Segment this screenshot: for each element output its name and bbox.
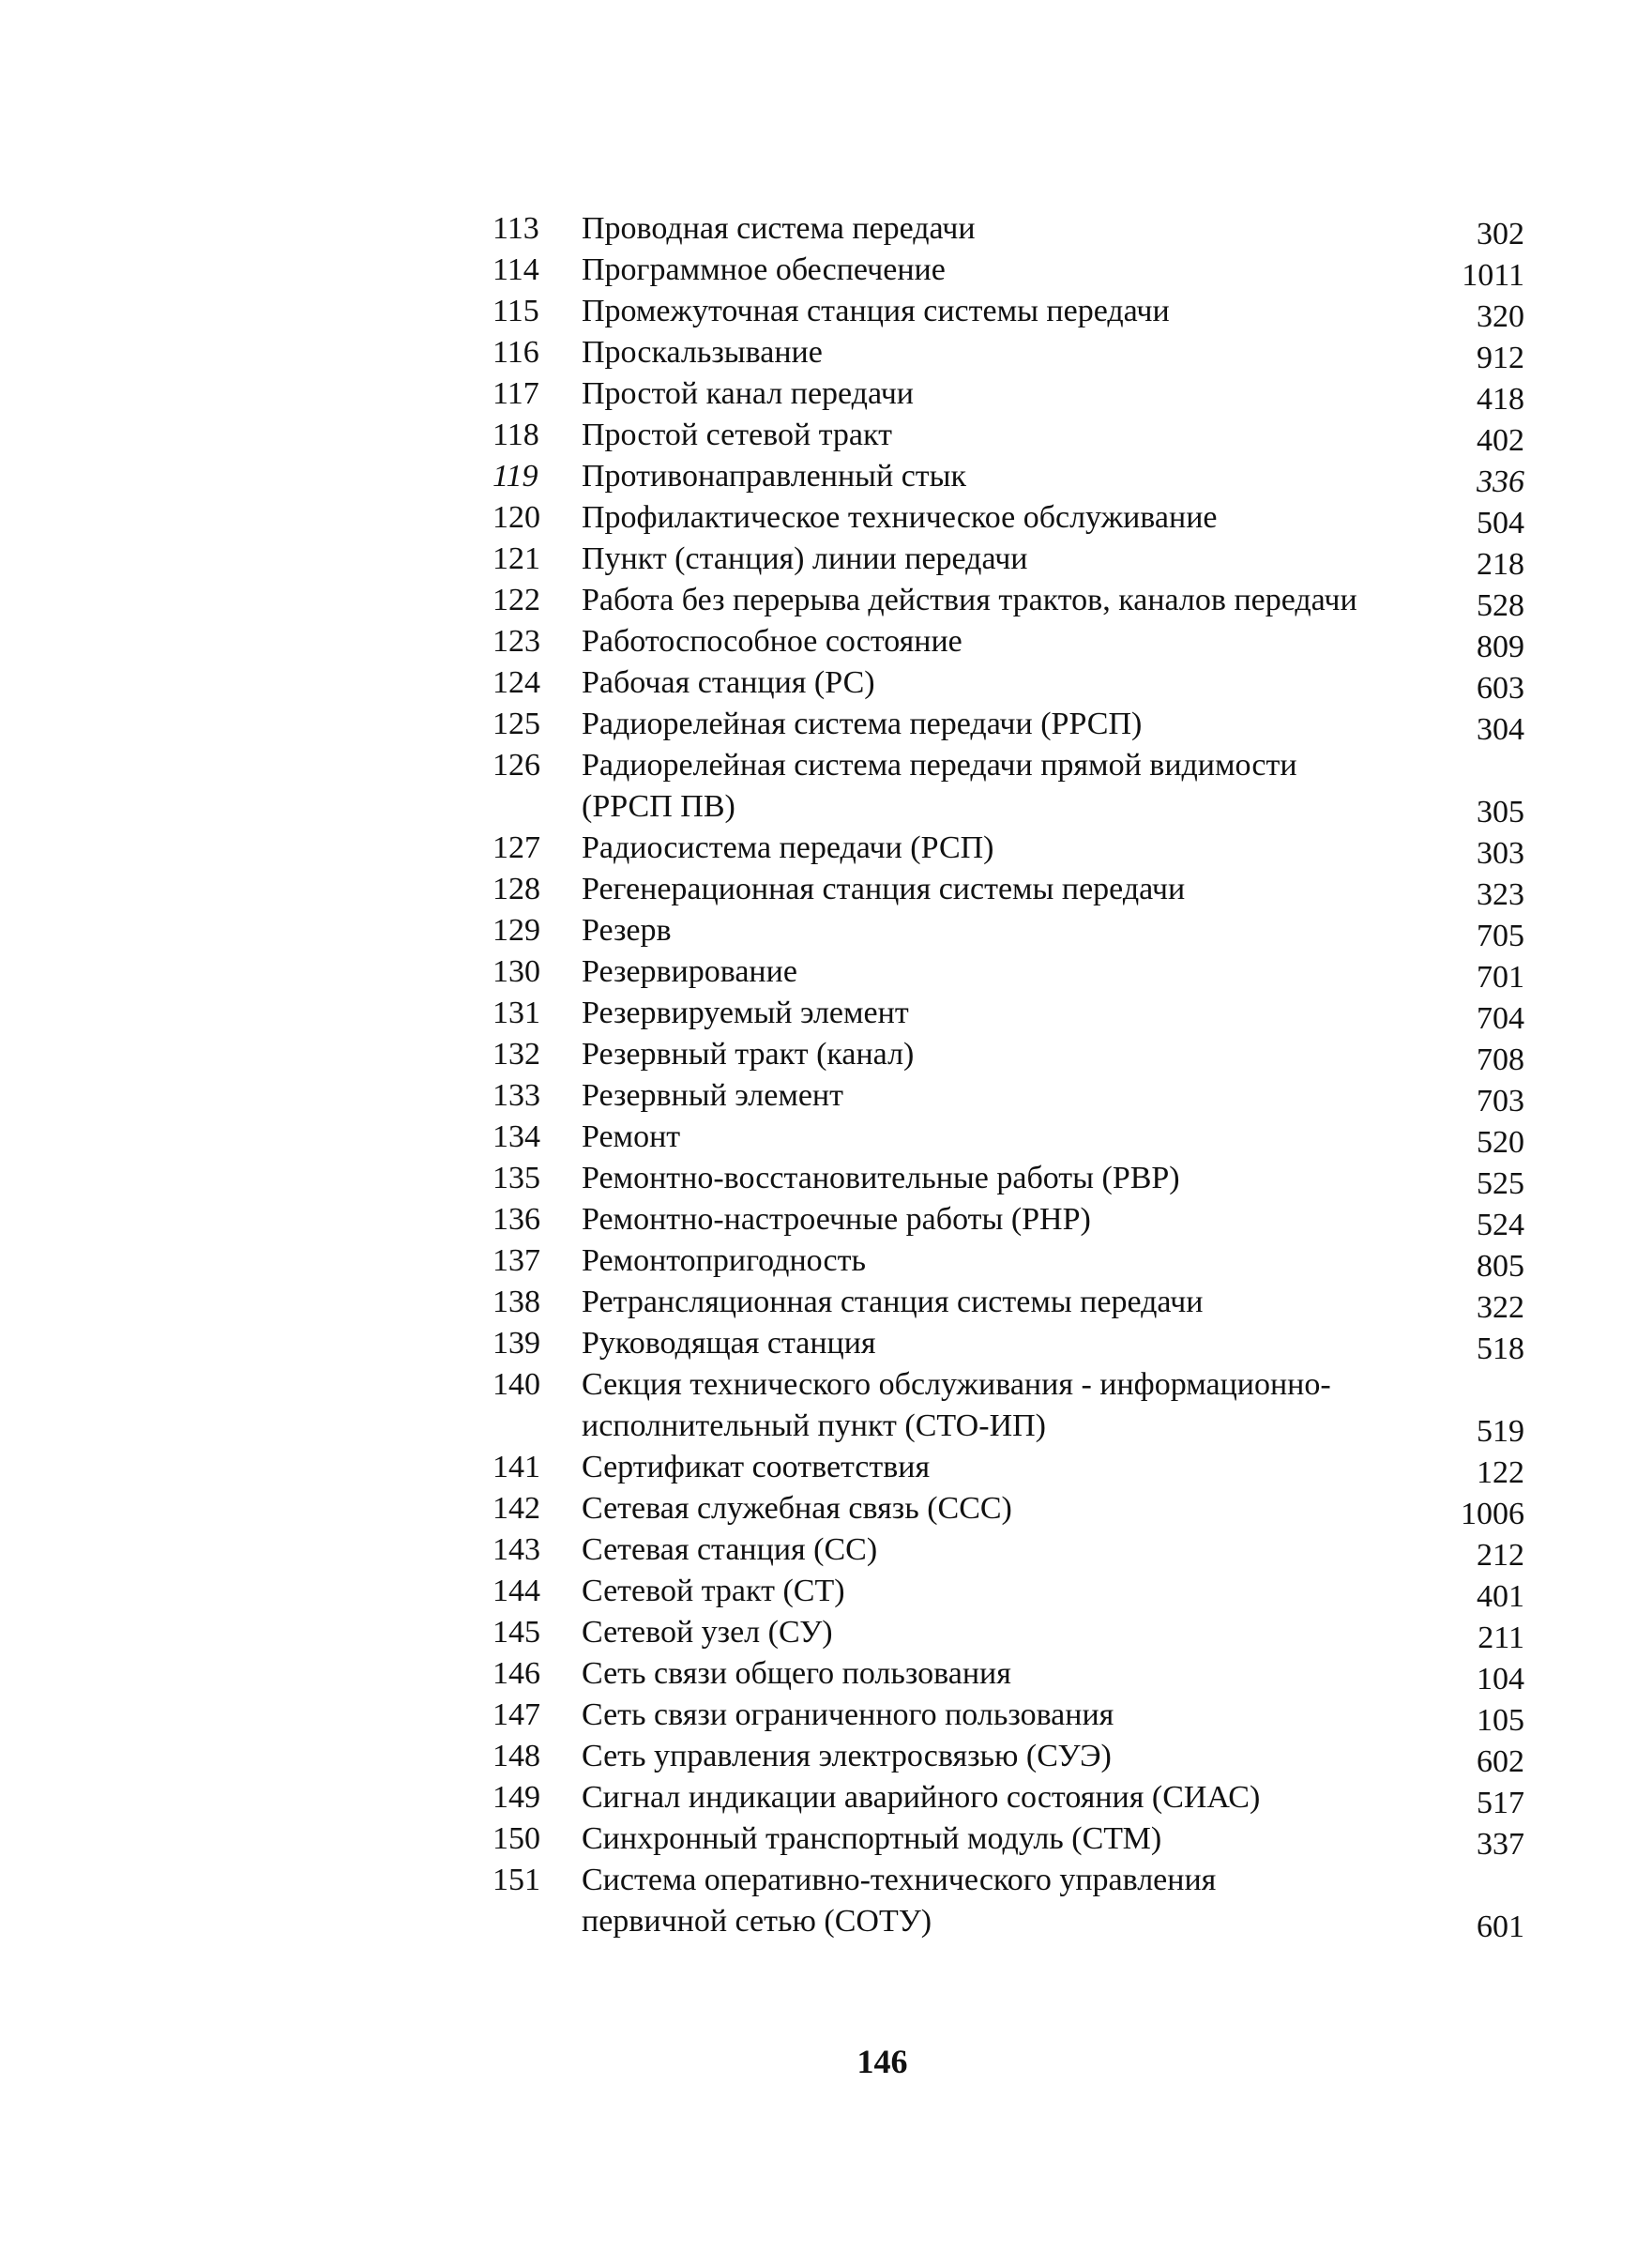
entry-term: Сеть управления электросвязью (СУЭ): [582, 1739, 1112, 1773]
entry-page-ref: 805: [1477, 1249, 1524, 1284]
entry-page-ref: 912: [1477, 341, 1524, 375]
index-entry: [493, 1777, 1524, 1818]
entry-page-ref: 602: [1477, 1744, 1524, 1779]
entry-number: 113: [493, 211, 539, 246]
index-entry: [493, 373, 1524, 415]
entry-page-ref: 211: [1478, 1620, 1524, 1655]
entry-term: Резерв: [582, 913, 672, 948]
entry-number: 116: [493, 335, 539, 370]
entry-term: Профилактическое техническое обслуживание: [582, 500, 1218, 535]
entry-number: 135: [493, 1161, 540, 1195]
index-entry: [493, 1034, 1524, 1075]
index-entry: [493, 1240, 1524, 1282]
entry-term: Сигнал индикации аварийного состояния (СИАС): [582, 1780, 1261, 1815]
index-entry: [493, 1488, 1524, 1529]
entry-page-ref: 519: [1477, 1414, 1524, 1449]
entry-number: 114: [493, 252, 539, 287]
index-entry: [493, 250, 1524, 291]
entry-page-ref: 704: [1477, 1001, 1524, 1036]
index-entry: [493, 580, 1524, 621]
term-index: [493, 208, 1524, 1942]
index-entry: [493, 662, 1524, 704]
entry-page-ref: 337: [1477, 1827, 1524, 1862]
index-entry: [493, 1695, 1524, 1736]
entry-page-ref: 701: [1477, 960, 1524, 995]
index-entry: [493, 332, 1524, 373]
entry-term: Радиорелейная система передачи прямой видимости (РРСП ПВ): [582, 748, 1297, 824]
entry-term: Сеть связи ограниченного пользования: [582, 1697, 1114, 1732]
index-entry: [493, 1860, 1524, 1942]
entry-page-ref: 218: [1477, 547, 1524, 582]
entry-number: 146: [493, 1656, 540, 1691]
entry-term: Резервный элемент: [582, 1078, 843, 1113]
entry-number: 128: [493, 872, 540, 906]
entry-term: Проскальзывание: [582, 335, 823, 370]
entry-term: Простой сетевой тракт: [582, 418, 892, 452]
entry-term: Секция технического обслуживания - информационно- исполнительный пункт (СТО-ИП): [582, 1367, 1331, 1443]
index-entry: [493, 745, 1524, 828]
entry-page-ref: 708: [1477, 1042, 1524, 1077]
entry-number: 137: [493, 1243, 540, 1278]
index-entry: [493, 1323, 1524, 1364]
entry-number: 117: [493, 376, 539, 411]
entry-term: Радиосистема передачи (РСП): [582, 830, 994, 865]
entry-number: 134: [493, 1119, 540, 1154]
index-entry: [493, 1075, 1524, 1117]
entry-page-ref: 105: [1477, 1703, 1524, 1738]
index-entry: [493, 1818, 1524, 1860]
entry-number: 142: [493, 1491, 540, 1526]
index-entry: [493, 539, 1524, 580]
entry-term: Рабочая станция (РС): [582, 665, 875, 700]
entry-number: 126: [493, 748, 540, 783]
entry-term: Программное обеспечение: [582, 252, 946, 287]
index-entry: [493, 910, 1524, 951]
entry-page-ref: 517: [1477, 1786, 1524, 1820]
entry-page-ref: 104: [1477, 1662, 1524, 1696]
index-entry: [493, 828, 1524, 869]
entry-page-ref: 303: [1477, 836, 1524, 871]
index-entry: [493, 704, 1524, 745]
entry-number: 130: [493, 954, 540, 989]
entry-term: Радиорелейная система передачи (РРСП): [582, 707, 1143, 741]
entry-term: Резервируемый элемент: [582, 996, 909, 1030]
entry-term: Ремонтопригодность: [582, 1243, 866, 1278]
entry-term: Работа без перерыва действия трактов, каналов передачи: [582, 583, 1357, 617]
entry-number: 136: [493, 1202, 540, 1237]
entry-page-ref: 336: [1477, 464, 1524, 499]
entry-term: Противонаправленный стык: [582, 459, 967, 494]
index-entry: [493, 1199, 1524, 1240]
entry-number: 148: [493, 1739, 540, 1773]
entry-page-ref: 1006: [1461, 1497, 1524, 1531]
index-entry: [493, 1736, 1524, 1777]
entry-number: 151: [493, 1863, 540, 1897]
index-entry: [493, 1117, 1524, 1158]
entry-page-ref: 304: [1477, 712, 1524, 747]
entry-number: 145: [493, 1615, 540, 1650]
index-entry: [493, 291, 1524, 332]
entry-number: 120: [493, 500, 540, 535]
entry-page-ref: 601: [1477, 1909, 1524, 1944]
entry-page-ref: 320: [1477, 299, 1524, 334]
index-entry: [493, 208, 1524, 250]
entry-number: 131: [493, 996, 540, 1030]
index-entry: [493, 621, 1524, 662]
entry-number: 118: [493, 418, 539, 452]
entry-number: 119: [493, 459, 538, 494]
entry-page-ref: 418: [1477, 382, 1524, 417]
entry-number: 124: [493, 665, 540, 700]
index-entry: [493, 993, 1524, 1034]
entry-term: Сетевая служебная связь (ССС): [582, 1491, 1012, 1526]
entry-term: Руководящая станция: [582, 1326, 876, 1361]
entry-page-ref: 122: [1477, 1455, 1524, 1490]
index-entry: [493, 1282, 1524, 1323]
entry-term: Простой канал передачи: [582, 376, 914, 411]
entry-term: Сеть связи общего пользования: [582, 1656, 1011, 1691]
entry-page-ref: 518: [1477, 1331, 1524, 1366]
index-entry: [493, 869, 1524, 910]
index-entry: [493, 1447, 1524, 1488]
index-entry: [493, 1612, 1524, 1653]
entry-term: Проводная система передачи: [582, 211, 976, 246]
page-number: 146: [856, 2043, 908, 2080]
entry-term: Ретрансляционная станция системы передачи: [582, 1285, 1204, 1319]
entry-number: 138: [493, 1285, 540, 1319]
entry-number: 133: [493, 1078, 540, 1113]
entry-number: 132: [493, 1037, 540, 1072]
entry-term: Пункт (станция) линии передачи: [582, 541, 1028, 576]
entry-number: 115: [493, 294, 539, 328]
entry-term: Ремонтно-восстановительные работы (РВР): [582, 1161, 1180, 1195]
entry-term: Система оперативно-технического управления первичной сетью (СОТУ): [582, 1863, 1217, 1939]
entry-page-ref: 705: [1477, 919, 1524, 953]
index-entry: [493, 1571, 1524, 1612]
entry-number: 121: [493, 541, 540, 576]
entry-page-ref: 322: [1477, 1290, 1524, 1325]
entry-number: 149: [493, 1780, 540, 1815]
index-entry: [493, 1653, 1524, 1695]
entry-term: Сетевой узел (СУ): [582, 1615, 833, 1650]
entry-number: 122: [493, 583, 540, 617]
index-entry: [493, 1364, 1524, 1447]
entry-page-ref: 504: [1477, 506, 1524, 540]
entry-page-ref: 703: [1477, 1084, 1524, 1118]
entry-term: Регенерационная станция системы передачи: [582, 872, 1186, 906]
entry-page-ref: 528: [1477, 588, 1524, 623]
index-entry: [493, 456, 1524, 497]
entry-number: 150: [493, 1821, 540, 1856]
entry-number: 140: [493, 1367, 540, 1402]
entry-page-ref: 212: [1477, 1538, 1524, 1573]
entry-page-ref: 401: [1477, 1579, 1524, 1614]
entry-term: Ремонт: [582, 1119, 681, 1154]
entry-page-ref: 524: [1477, 1208, 1524, 1242]
entry-page-ref: 1011: [1462, 258, 1524, 293]
entry-page-ref: 402: [1477, 423, 1524, 458]
index-entry: [493, 951, 1524, 993]
entry-number: 125: [493, 707, 540, 741]
entry-term: Работоспособное состояние: [582, 624, 962, 659]
entry-page-ref: 520: [1477, 1125, 1524, 1160]
entry-page-ref: 603: [1477, 671, 1524, 706]
entry-page-ref: 525: [1477, 1166, 1524, 1201]
entry-term: Резервирование: [582, 954, 797, 989]
entry-term: Промежуточная станция системы передачи: [582, 294, 1170, 328]
entry-term: Сетевая станция (СС): [582, 1532, 878, 1567]
index-entry: [493, 1529, 1524, 1571]
entry-term: Резервный тракт (канал): [582, 1037, 915, 1072]
entry-term: Сетевой тракт (СТ): [582, 1574, 845, 1608]
index-entry: [493, 497, 1524, 539]
entry-number: 147: [493, 1697, 540, 1732]
entry-term: Синхронный транспортный модуль (СТМ): [582, 1821, 1162, 1856]
index-entry: [493, 1158, 1524, 1199]
entry-term: Сертификат соответствия: [582, 1450, 931, 1484]
entry-number: 139: [493, 1326, 540, 1361]
index-entry: [493, 415, 1524, 456]
entry-number: 141: [493, 1450, 540, 1484]
entry-page-ref: 809: [1477, 630, 1524, 664]
entry-page-ref: 323: [1477, 877, 1524, 912]
entry-term: Ремонтно-настроечные работы (РНР): [582, 1202, 1091, 1237]
entry-number: 129: [493, 913, 540, 948]
entry-number: 144: [493, 1574, 540, 1608]
entry-number: 127: [493, 830, 540, 865]
entry-number: 123: [493, 624, 540, 659]
entry-page-ref: 302: [1477, 217, 1524, 251]
entry-page-ref: 305: [1477, 795, 1524, 829]
entry-number: 143: [493, 1532, 540, 1567]
